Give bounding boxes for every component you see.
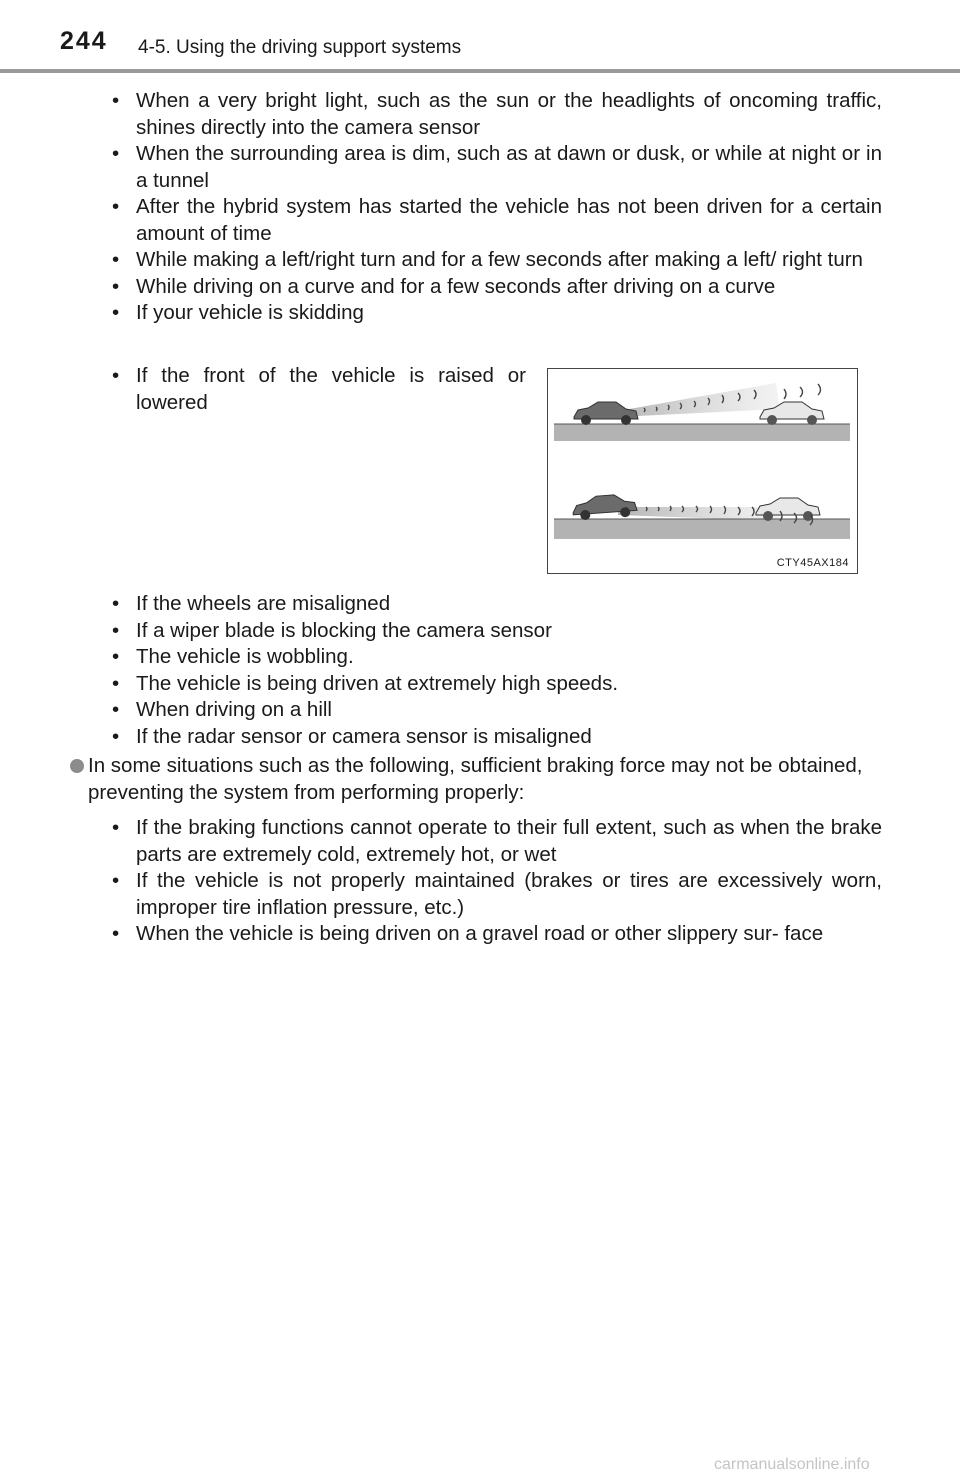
page-number: 244: [60, 27, 108, 55]
list-item: • The vehicle is wobbling.: [108, 644, 882, 671]
list-item: • When the surrounding area is dim, such as at dawn or dusk, or while at night or in a tunnel: [108, 141, 882, 194]
sensor-beam-top: [618, 383, 780, 417]
list-item: • After the hybrid system has started the vehicle has not been driven for a certain amount of time: [108, 194, 882, 247]
list-item: • While making a left/right turn and for a few seconds after making a left/ right turn: [108, 247, 882, 274]
list-item: • If the braking functions cannot operate to their full extent, such as when the brake parts are extremely cold, extremely hot, or wet: [108, 815, 882, 868]
list-item: • If your vehicle is skidding: [108, 300, 882, 327]
car-icon: [572, 493, 637, 520]
list-item: • If the radar sensor or camera sensor is misaligned: [108, 724, 882, 751]
list-item: • If the vehicle is not properly maintained (brakes or tires are excessively worn, improper tire inflation pressure, etc.): [108, 868, 882, 921]
bullet-list-conditions-continued: [108, 591, 882, 750]
list-item: • While driving on a curve and for a few seconds after driving on a curve: [108, 274, 882, 301]
footer-watermark: carmanualsonline.info: [714, 1456, 870, 1473]
bullet-list-braking: [108, 815, 882, 948]
list-item: • The vehicle is being driven at extremely high speeds.: [108, 671, 882, 698]
vehicle-illustration: [547, 368, 858, 574]
header-rule: [0, 69, 960, 73]
list-item: • If a wiper blade is blocking the camera sensor: [108, 618, 882, 645]
road-bottom: [554, 519, 850, 539]
list-item: • When driving on a hill: [108, 697, 882, 724]
bullet-list-conditions: [108, 88, 882, 327]
bullet-dot-icon: [70, 759, 84, 773]
car-icon: [574, 402, 638, 425]
vehicle-pitch-diagram: [548, 369, 856, 572]
page-header: [0, 0, 960, 76]
list-item: • When the vehicle is being driven on a gravel road or other slippery sur- face: [108, 921, 882, 948]
list-item: • If the front of the vehicle is raised or lowered: [108, 363, 526, 416]
main-item-text: In some situations such as the following, sufficient braking force may not be obtained, preventing the system from performing properly:: [88, 754, 863, 804]
list-item: • When a very bright light, such as the sun or the headlights of oncoming traffic, shines directly into the camera sensor: [108, 88, 882, 141]
bullet-list-figure: [108, 363, 526, 416]
list-item: • If the wheels are misaligned: [108, 591, 882, 618]
figure-code: CTY45AX184: [776, 557, 849, 569]
car-icon: [756, 498, 820, 521]
road-top: [554, 424, 850, 441]
section-title: 4-5. Using the driving support systems: [138, 37, 462, 58]
main-item-braking: [70, 752, 890, 806]
